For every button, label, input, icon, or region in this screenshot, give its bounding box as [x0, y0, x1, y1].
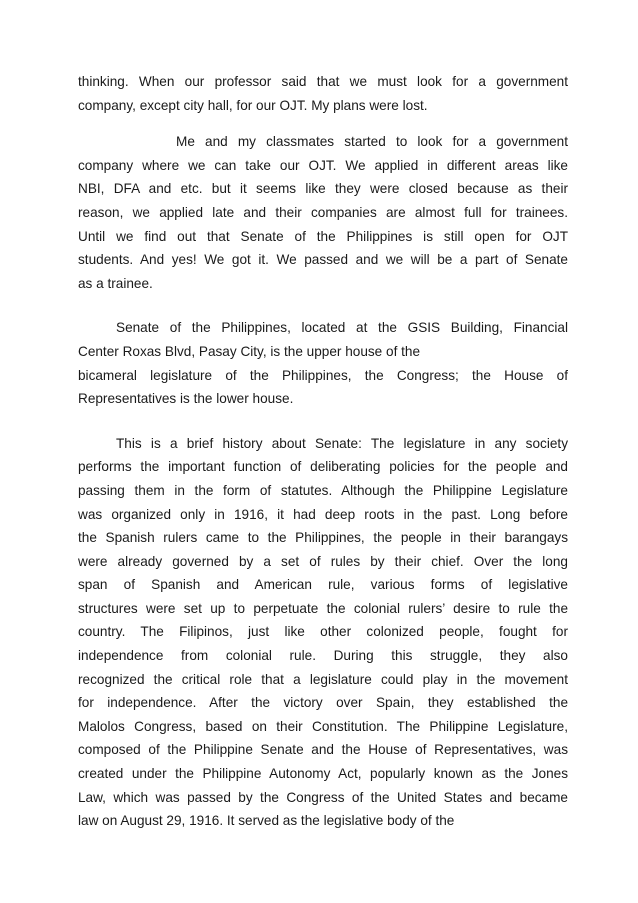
paragraph-gap — [78, 411, 568, 432]
text-line: structures were set up to perpetuate the colonial rulers’ desire to rule the — [78, 600, 568, 616]
text-line: the Spanish rulers came to the Philippines, the people in their barangays — [78, 530, 568, 546]
text-line: composed of the Philippine Senate and the House of Representatives, was — [78, 742, 568, 758]
text-line: performs the important function of deliberating policies for the people and — [78, 459, 568, 475]
text-line: created under the Philippine Autonomy Act, popularly known as the Jones — [78, 766, 568, 782]
text-line: reason, we applied late and their companies are almost full for trainees. — [78, 204, 568, 220]
text-line: law on August 29, 1916. It served as the legislative body of the — [78, 813, 455, 829]
text-line: company where we can take our OJT. We applied in different areas like — [78, 157, 568, 173]
text-line: country. The Filipinos, just like other colonized people, fought for — [78, 624, 568, 640]
text-line: NBI, DFA and etc. but it seems like they were closed because as their — [78, 181, 568, 197]
text-line: thinking. When our professor said that we must look for a government — [78, 74, 568, 89]
document-body — [78, 70, 568, 833]
text-line: Representatives is the lower house. — [78, 391, 294, 407]
paragraph-gap — [78, 295, 568, 316]
text-line: Law, which was passed by the Congress of the United States and became — [78, 789, 568, 805]
text-line: This is a brief history about Senate: The legislature in any society — [116, 435, 568, 451]
text-line: span of Spanish and American rule, various forms of legislative — [78, 577, 568, 593]
text-line: Senate of the Philippines, located at the GSIS Building, Financial — [116, 320, 568, 336]
text-line: Until we find out that Senate of the Philippines is still open for OJT — [78, 228, 568, 244]
text-line: bicameral legislature of the Philippines, the Congress; the House of — [78, 367, 568, 383]
text-line: company, except city hall, for our OJT. My plans were lost. — [78, 97, 428, 113]
text-line: Center Roxas Blvd, Pasay City, is the upper house of the — [78, 343, 421, 359]
text-line: was organized only in 1916, it had deep roots in the past. Long before — [78, 506, 568, 522]
text-line: passing them in the form of statutes. Although the Philippine Legislature — [78, 482, 568, 498]
text-line: for independence. After the victory over Spain, they established the — [78, 695, 568, 711]
text-line: were already governed by a set of rules by their chief. Over the long — [78, 553, 568, 569]
text-line: students. And yes! We got it. We passed and we will be a part of Senate — [78, 252, 568, 268]
text-line: independence from colonial rule. During this struggle, they also — [78, 648, 568, 664]
text-line: Me and my classmates started to look for a government — [176, 134, 568, 150]
text-line: Malolos Congress, based on their Constitution. The Philippine Legislature, — [78, 718, 568, 734]
text-line: recognized the critical role that a legislature could play in the movement — [78, 671, 568, 687]
text-line: as a trainee. — [78, 275, 153, 291]
paragraph-gap — [78, 117, 568, 130]
